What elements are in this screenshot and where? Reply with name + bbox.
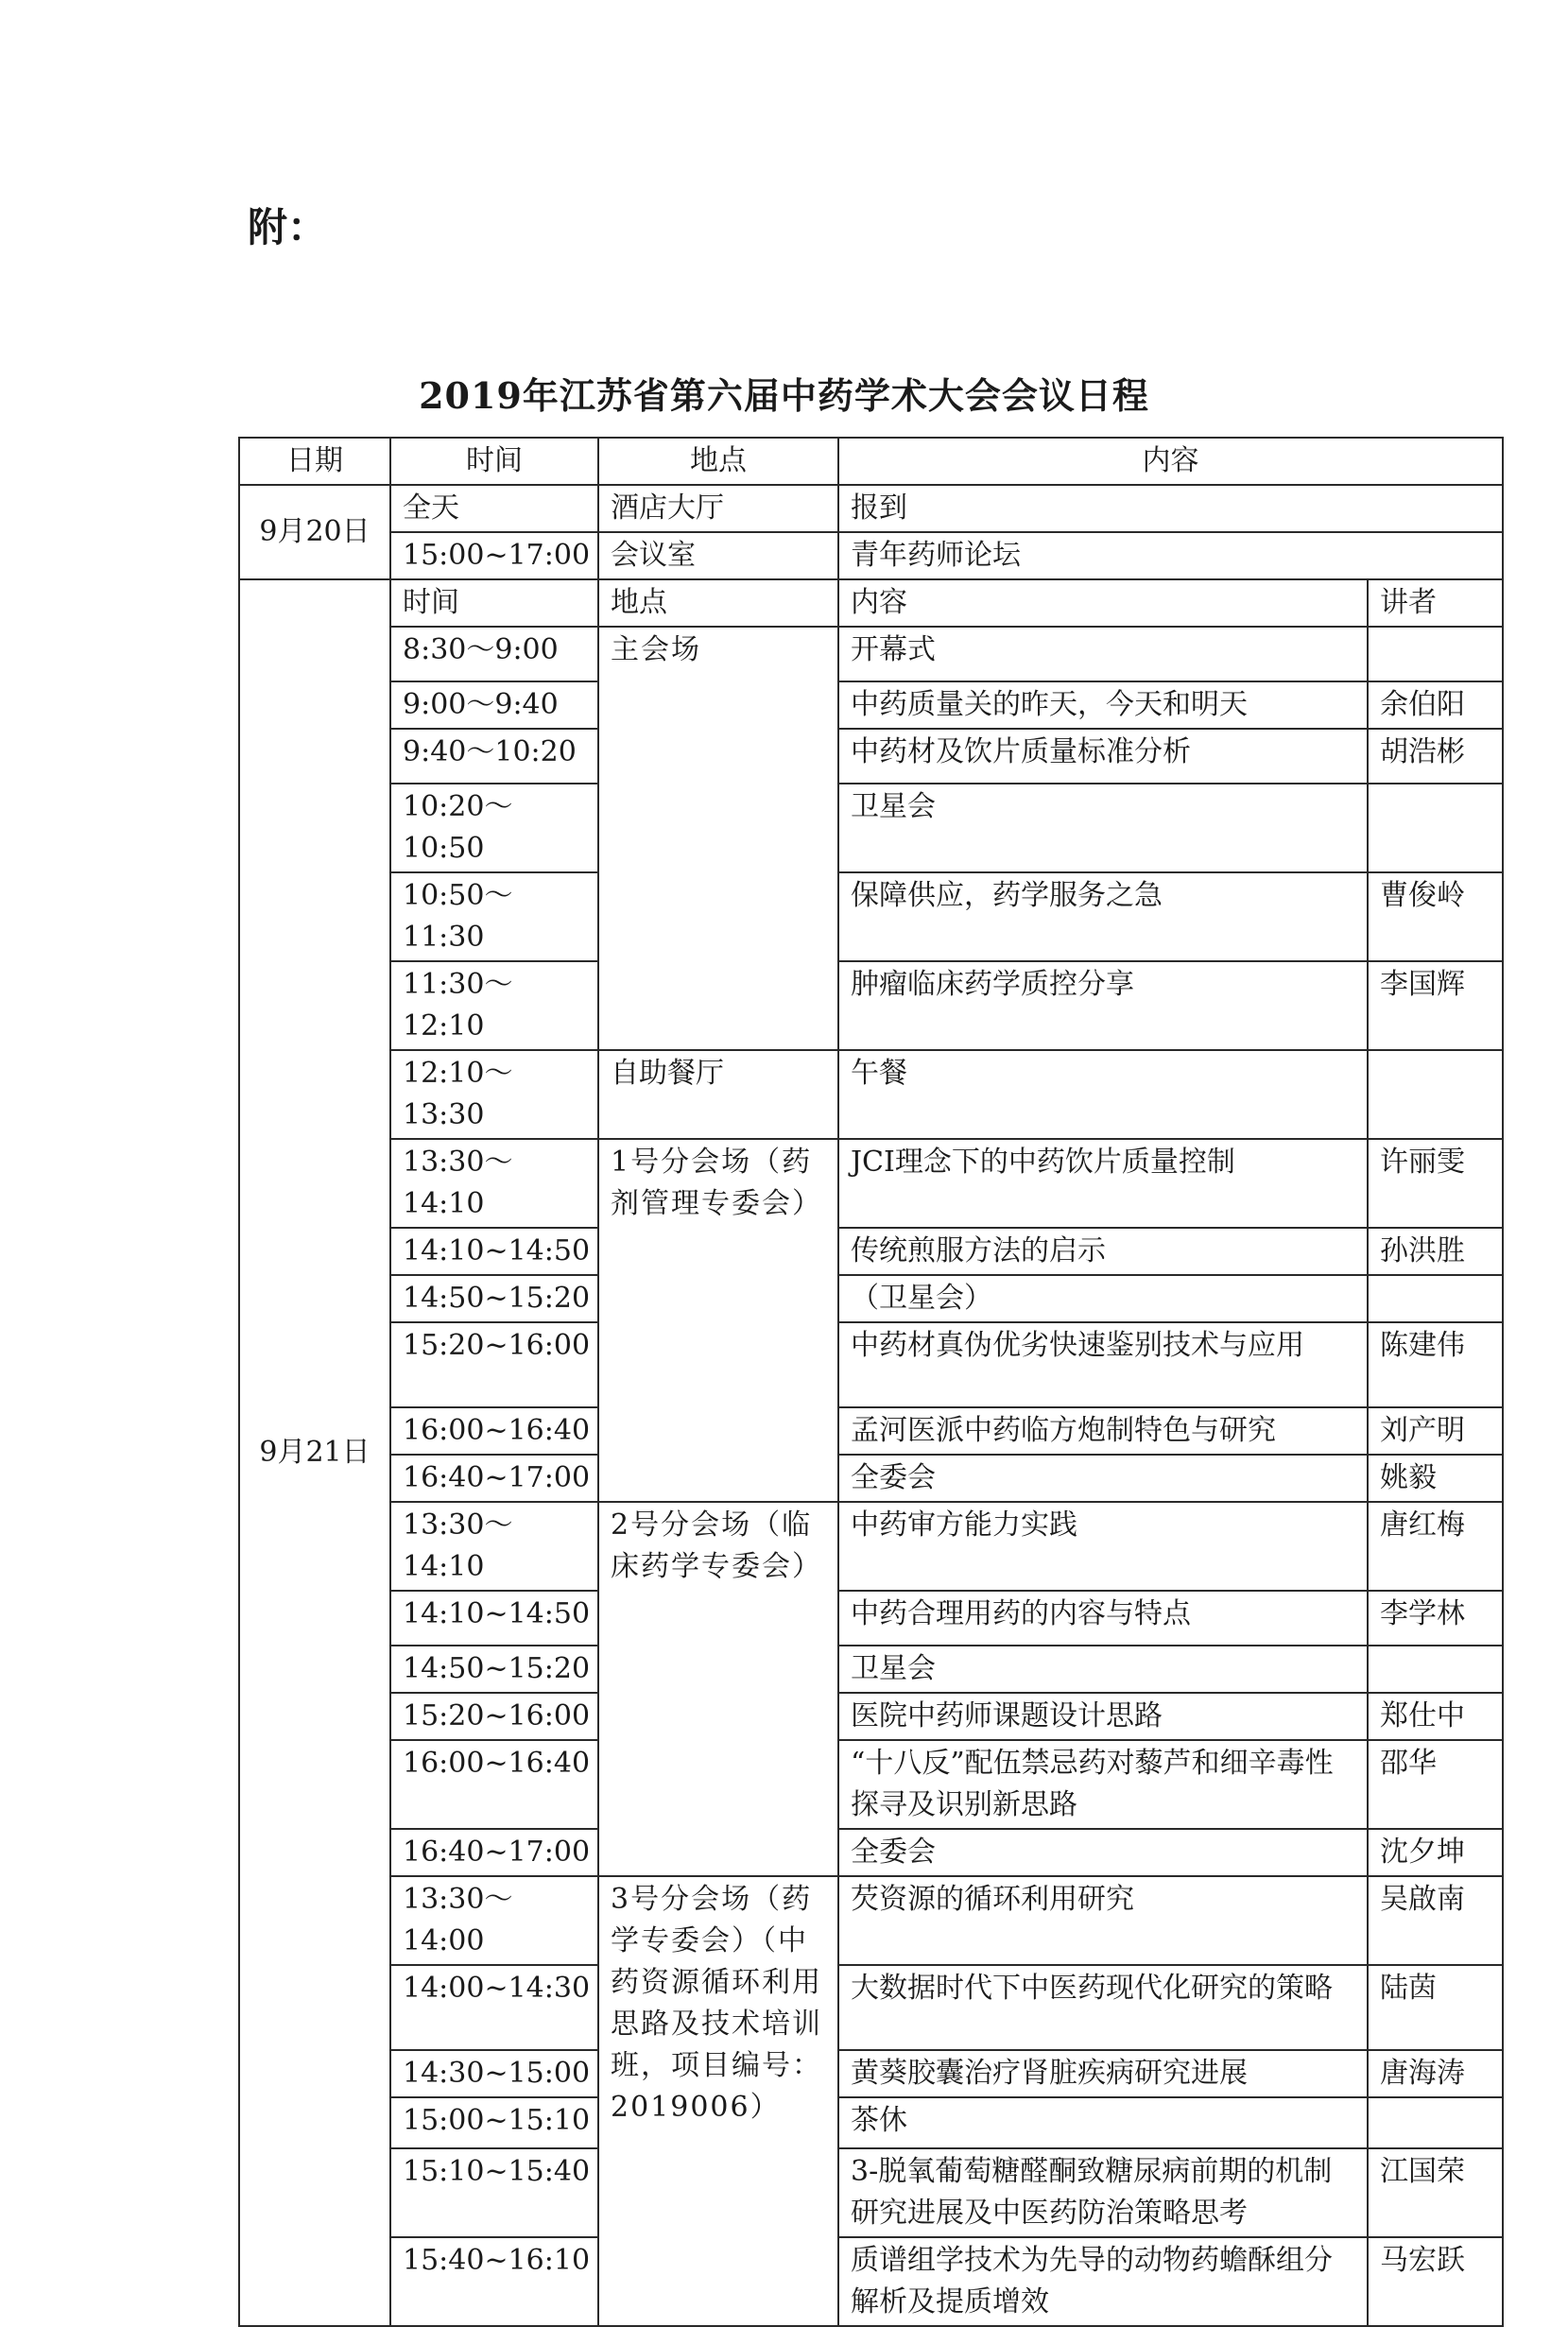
table-row (239, 1591, 1503, 1646)
place-cell: 主会场 (598, 627, 838, 1050)
content-cell: 医院中药师课题设计思路 (838, 1693, 1368, 1740)
content-cell: “十八反”配伍禁忌药对藜芦和细辛毒性探寻及识别新思路 (838, 1740, 1368, 1829)
table-row (239, 1693, 1503, 1740)
table-row (239, 1275, 1503, 1322)
content-cell: 肿瘤临床药学质控分享 (838, 961, 1368, 1050)
speaker-cell: 余伯阳 (1368, 681, 1503, 729)
content-cell: 卫星会 (838, 784, 1368, 872)
speaker-cell (1368, 2097, 1503, 2148)
subheader-content: 内容 (838, 579, 1368, 627)
speaker-cell: 马宏跃 (1368, 2237, 1503, 2326)
subheader-row (239, 579, 1503, 627)
content-cell: 茶休 (838, 2097, 1368, 2148)
speaker-cell: 陆茵 (1368, 1965, 1503, 2050)
speaker-cell (1368, 1646, 1503, 1693)
content-cell: 全委会 (838, 1829, 1368, 1876)
header-date: 日期 (239, 438, 390, 485)
place-cell: 酒店大厅 (598, 485, 838, 532)
speaker-cell: 郑仕中 (1368, 1693, 1503, 1740)
content-cell: （卫星会） (838, 1275, 1368, 1322)
speaker-cell: 唐红梅 (1368, 1502, 1503, 1591)
content-cell: 中药审方能力实践 (838, 1502, 1368, 1591)
content-cell: 青年药师论坛 (838, 532, 1503, 579)
table-row (239, 627, 1503, 681)
time-cell: 9:40～10:20 (390, 729, 598, 784)
content-cell: 芡资源的循环利用研究 (838, 1876, 1368, 1965)
table-row (239, 1228, 1503, 1275)
time-cell: 14:10~14:50 (390, 1228, 598, 1275)
time-cell: 11:30～12:10 (390, 961, 598, 1050)
time-cell: 12:10～13:30 (390, 1050, 598, 1139)
table-row (239, 872, 1503, 961)
table-row (239, 961, 1503, 1050)
time-cell: 15:40~16:10 (390, 2237, 598, 2326)
table-row (239, 2148, 1503, 2237)
table-row (239, 1050, 1503, 1139)
time-cell: 15:20~16:00 (390, 1693, 598, 1740)
table-row (239, 532, 1503, 579)
date-cell: 9月20日 (239, 485, 390, 579)
time-cell: 9:00～9:40 (390, 681, 598, 729)
speaker-cell: 孙洪胜 (1368, 1228, 1503, 1275)
table-row (239, 1455, 1503, 1502)
table-row (239, 1829, 1503, 1876)
document-title: 2019年江苏省第六届中药学术大会会议日程 (419, 374, 1149, 417)
speaker-cell: 刘产明 (1368, 1407, 1503, 1455)
table-row (239, 681, 1503, 729)
speaker-cell: 李国辉 (1368, 961, 1503, 1050)
time-cell: 16:40~17:00 (390, 1829, 598, 1876)
time-cell: 15:00~17:00 (390, 532, 598, 579)
table-row (239, 1965, 1503, 2050)
time-cell: 14:00~14:30 (390, 1965, 598, 2050)
time-cell: 14:10~14:50 (390, 1591, 598, 1646)
time-cell: 8:30～9:00 (390, 627, 598, 681)
time-cell: 15:00~15:10 (390, 2097, 598, 2148)
speaker-cell: 李学林 (1368, 1591, 1503, 1646)
content-cell: 午餐 (838, 1050, 1368, 1139)
header-place: 地点 (598, 438, 838, 485)
content-cell: 中药材真伪优劣快速鉴别技术与应用 (838, 1322, 1368, 1407)
time-cell: 15:10~15:40 (390, 2148, 598, 2237)
schedule-table (238, 437, 1504, 2327)
header-content: 内容 (838, 438, 1503, 485)
content-cell: 中药合理用药的内容与特点 (838, 1591, 1368, 1646)
place-cell: 会议室 (598, 532, 838, 579)
time-cell: 13:30～14:10 (390, 1502, 598, 1591)
time-cell: 14:50~15:20 (390, 1275, 598, 1322)
content-cell: 黄葵胶囊治疗肾脏疾病研究进展 (838, 2050, 1368, 2097)
header-time: 时间 (390, 438, 598, 485)
table-row (239, 784, 1503, 872)
time-cell: 10:20～10:50 (390, 784, 598, 872)
content-cell: 保障供应，药学服务之急 (838, 872, 1368, 961)
content-cell: JCI理念下的中药饮片质量控制 (838, 1139, 1368, 1228)
table-row (239, 485, 1503, 532)
place-cell: 2号分会场（临床药学专委会） (598, 1502, 838, 1876)
subheader-place: 地点 (598, 579, 838, 627)
place-cell: 1号分会场（药剂管理专委会） (598, 1139, 838, 1502)
speaker-cell: 姚毅 (1368, 1455, 1503, 1502)
content-cell: 质谱组学技术为先导的动物药蟾酥组分解析及提质增效 (838, 2237, 1368, 2326)
speaker-cell: 沈夕坤 (1368, 1829, 1503, 1876)
content-cell: 中药材及饮片质量标准分析 (838, 729, 1368, 784)
table-row (239, 729, 1503, 784)
subheader-speaker: 讲者 (1368, 579, 1503, 627)
content-cell: 全委会 (838, 1455, 1368, 1502)
time-cell: 10:50～11:30 (390, 872, 598, 961)
table-row (239, 1740, 1503, 1829)
table-row (239, 1407, 1503, 1455)
attachment-label: 附： (248, 204, 328, 250)
place-cell: 自助餐厅 (598, 1050, 838, 1139)
table-row (239, 1322, 1503, 1407)
speaker-cell: 唐海涛 (1368, 2050, 1503, 2097)
table-row (239, 1876, 1503, 1965)
speaker-cell: 陈建伟 (1368, 1322, 1503, 1407)
speaker-cell (1368, 627, 1503, 681)
place-cell: 3号分会场（药学专委会）（中药资源循环利用思路及技术培训班，项目编号：2019006） (598, 1876, 838, 2326)
time-cell: 15:20~16:00 (390, 1322, 598, 1407)
subheader-time: 时间 (390, 579, 598, 627)
time-cell: 13:30～14:10 (390, 1139, 598, 1228)
speaker-cell (1368, 1050, 1503, 1139)
speaker-cell: 江国荣 (1368, 2148, 1503, 2237)
time-cell: 14:30~15:00 (390, 2050, 598, 2097)
content-cell: 3-脱氧葡萄糖醛酮致糖尿病前期的机制研究进展及中医药防治策略思考 (838, 2148, 1368, 2237)
speaker-cell: 胡浩彬 (1368, 729, 1503, 784)
speaker-cell: 邵华 (1368, 1740, 1503, 1829)
table-row (239, 1502, 1503, 1591)
time-cell: 16:00~16:40 (390, 1740, 598, 1829)
content-cell: 中药质量关的昨天，今天和明天 (838, 681, 1368, 729)
content-cell: 大数据时代下中医药现代化研究的策略 (838, 1965, 1368, 2050)
speaker-cell: 曹俊岭 (1368, 872, 1503, 961)
content-cell: 传统煎服方法的启示 (838, 1228, 1368, 1275)
speaker-cell (1368, 784, 1503, 872)
content-cell: 卫星会 (838, 1646, 1368, 1693)
table-row (239, 2237, 1503, 2326)
header-row (239, 438, 1503, 485)
speaker-cell: 吴啟南 (1368, 1876, 1503, 1965)
time-cell: 13:30～14:00 (390, 1876, 598, 1965)
time-cell: 16:00~16:40 (390, 1407, 598, 1455)
table-row (239, 1646, 1503, 1693)
time-cell: 16:40~17:00 (390, 1455, 598, 1502)
time-cell: 全天 (390, 485, 598, 532)
date-cell: 9月21日 (239, 579, 390, 2326)
content-cell: 报到 (838, 485, 1503, 532)
content-cell: 孟河医派中药临方炮制特色与研究 (838, 1407, 1368, 1455)
time-cell: 14:50~15:20 (390, 1646, 598, 1693)
content-cell: 开幕式 (838, 627, 1368, 681)
speaker-cell: 许丽雯 (1368, 1139, 1503, 1228)
table-row (239, 2097, 1503, 2148)
speaker-cell (1368, 1275, 1503, 1322)
table-row (239, 1139, 1503, 1228)
table-row (239, 2050, 1503, 2097)
